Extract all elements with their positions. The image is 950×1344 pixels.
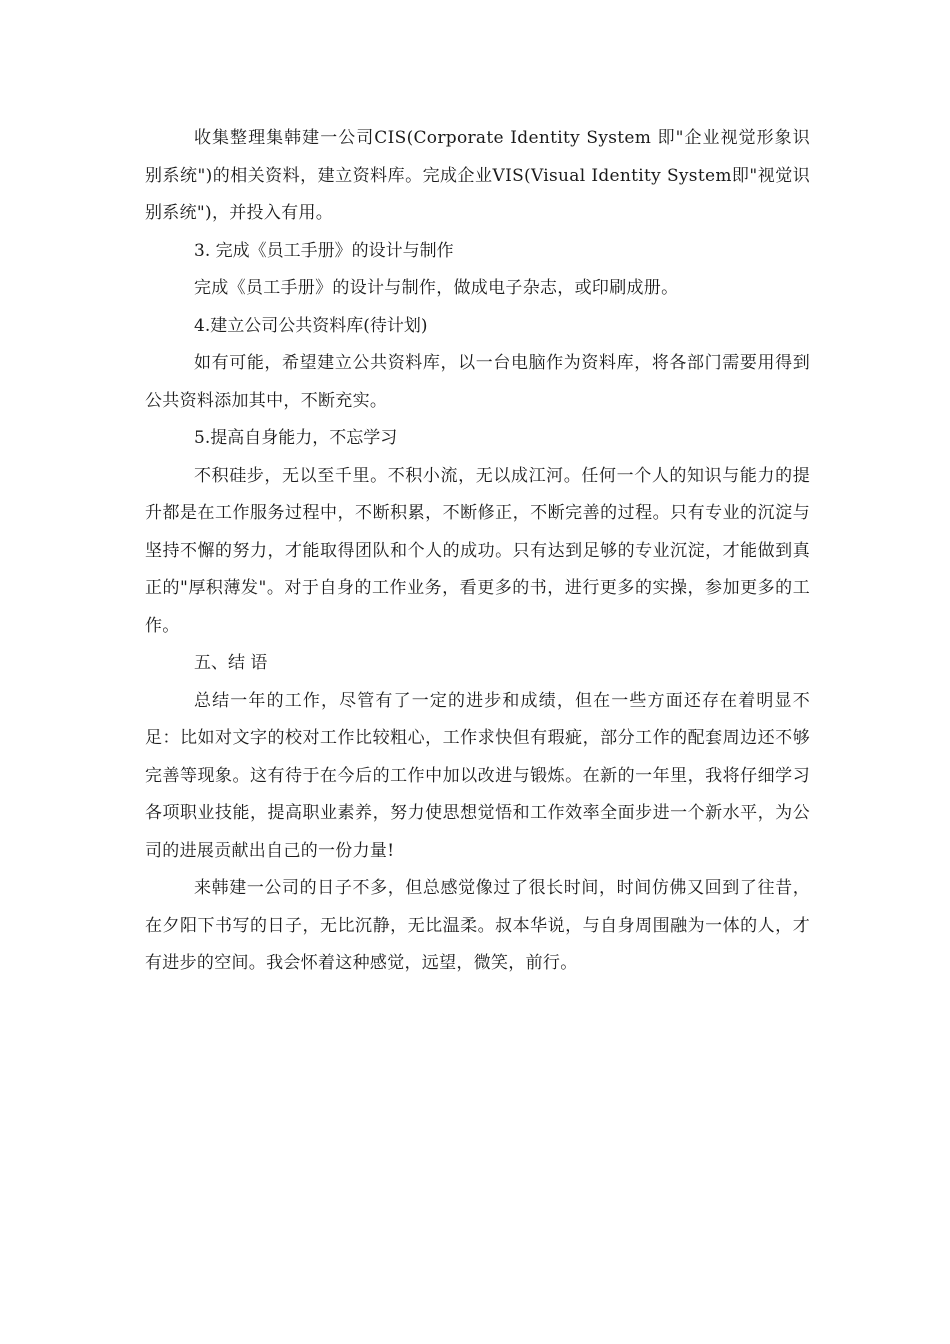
- paragraph-cis: 收集整理集韩建一公司CIS(Corporate Identity System 即"企业视觉形象识别系统")的相关资料，建立资料库。完成企业VIS(Visual Identity System即"视觉识别系统")，并投入有用。: [145, 128, 810, 223]
- paragraph-public-database: 如有可能，希望建立公共资料库，以一台电脑作为资料库，将各部门需要用得到公共资料添加其中，不断充实。: [145, 353, 810, 411]
- paragraph-employee-handbook: 完成《员工手册》的设计与制作，做成电子杂志，或印刷成册。: [194, 278, 679, 298]
- paragraph-closing: 来韩建一公司的日子不多，但总感觉像过了很长时间，时间仿佛又回到了往昔，在夕阳下书写的日子，无比沉静，无比温柔。叔本华说，与自身周围融为一体的人，才有进步的空间。我会怀着这种感觉，远望，微笑，前行。: [145, 878, 810, 973]
- heading-employee-handbook: 3. 完成《员工手册》的设计与制作: [194, 240, 454, 261]
- heading-public-database: 4.建立公司公共资料库(待计划): [194, 315, 428, 336]
- paragraph-self-improvement: 不积硅步，无以至千里。不积小流，无以成江河。任何一个人的知识与能力的提升都是在工作服务过程中，不断积累，不断修正，不断完善的过程。只有专业的沉淀与坚持不懈的努力，才能取得团队和个人的成功。只有达到足够的专业沉淀，才能做到真正的"厚积薄发"。对于自身的工作业务，看更多的书，进行更多的实操，参加更多的工作。: [145, 465, 810, 636]
- heading-self-improvement: 5.提高自身能力，不忘学习: [194, 428, 398, 448]
- paragraph-conclusion: 总结一年的工作，尽管有了一定的进步和成绩，但在一些方面还存在着明显不足：比如对文字的校对工作比较粗心，工作求快但有瑕疵，部分工作的配套周边还不够完善等现象。这有待于在今后的工作中加以改进与锻炼。在新的一年里，我将仔细学习各项职业技能，提高职业素养，努力使思想觉悟和工作效率全面步进一个新水平，为公司的进展贡献出自己的一份力量!: [145, 690, 810, 861]
- document-body: [145, 120, 810, 983]
- heading-conclusion: 五、结 语: [194, 653, 268, 673]
